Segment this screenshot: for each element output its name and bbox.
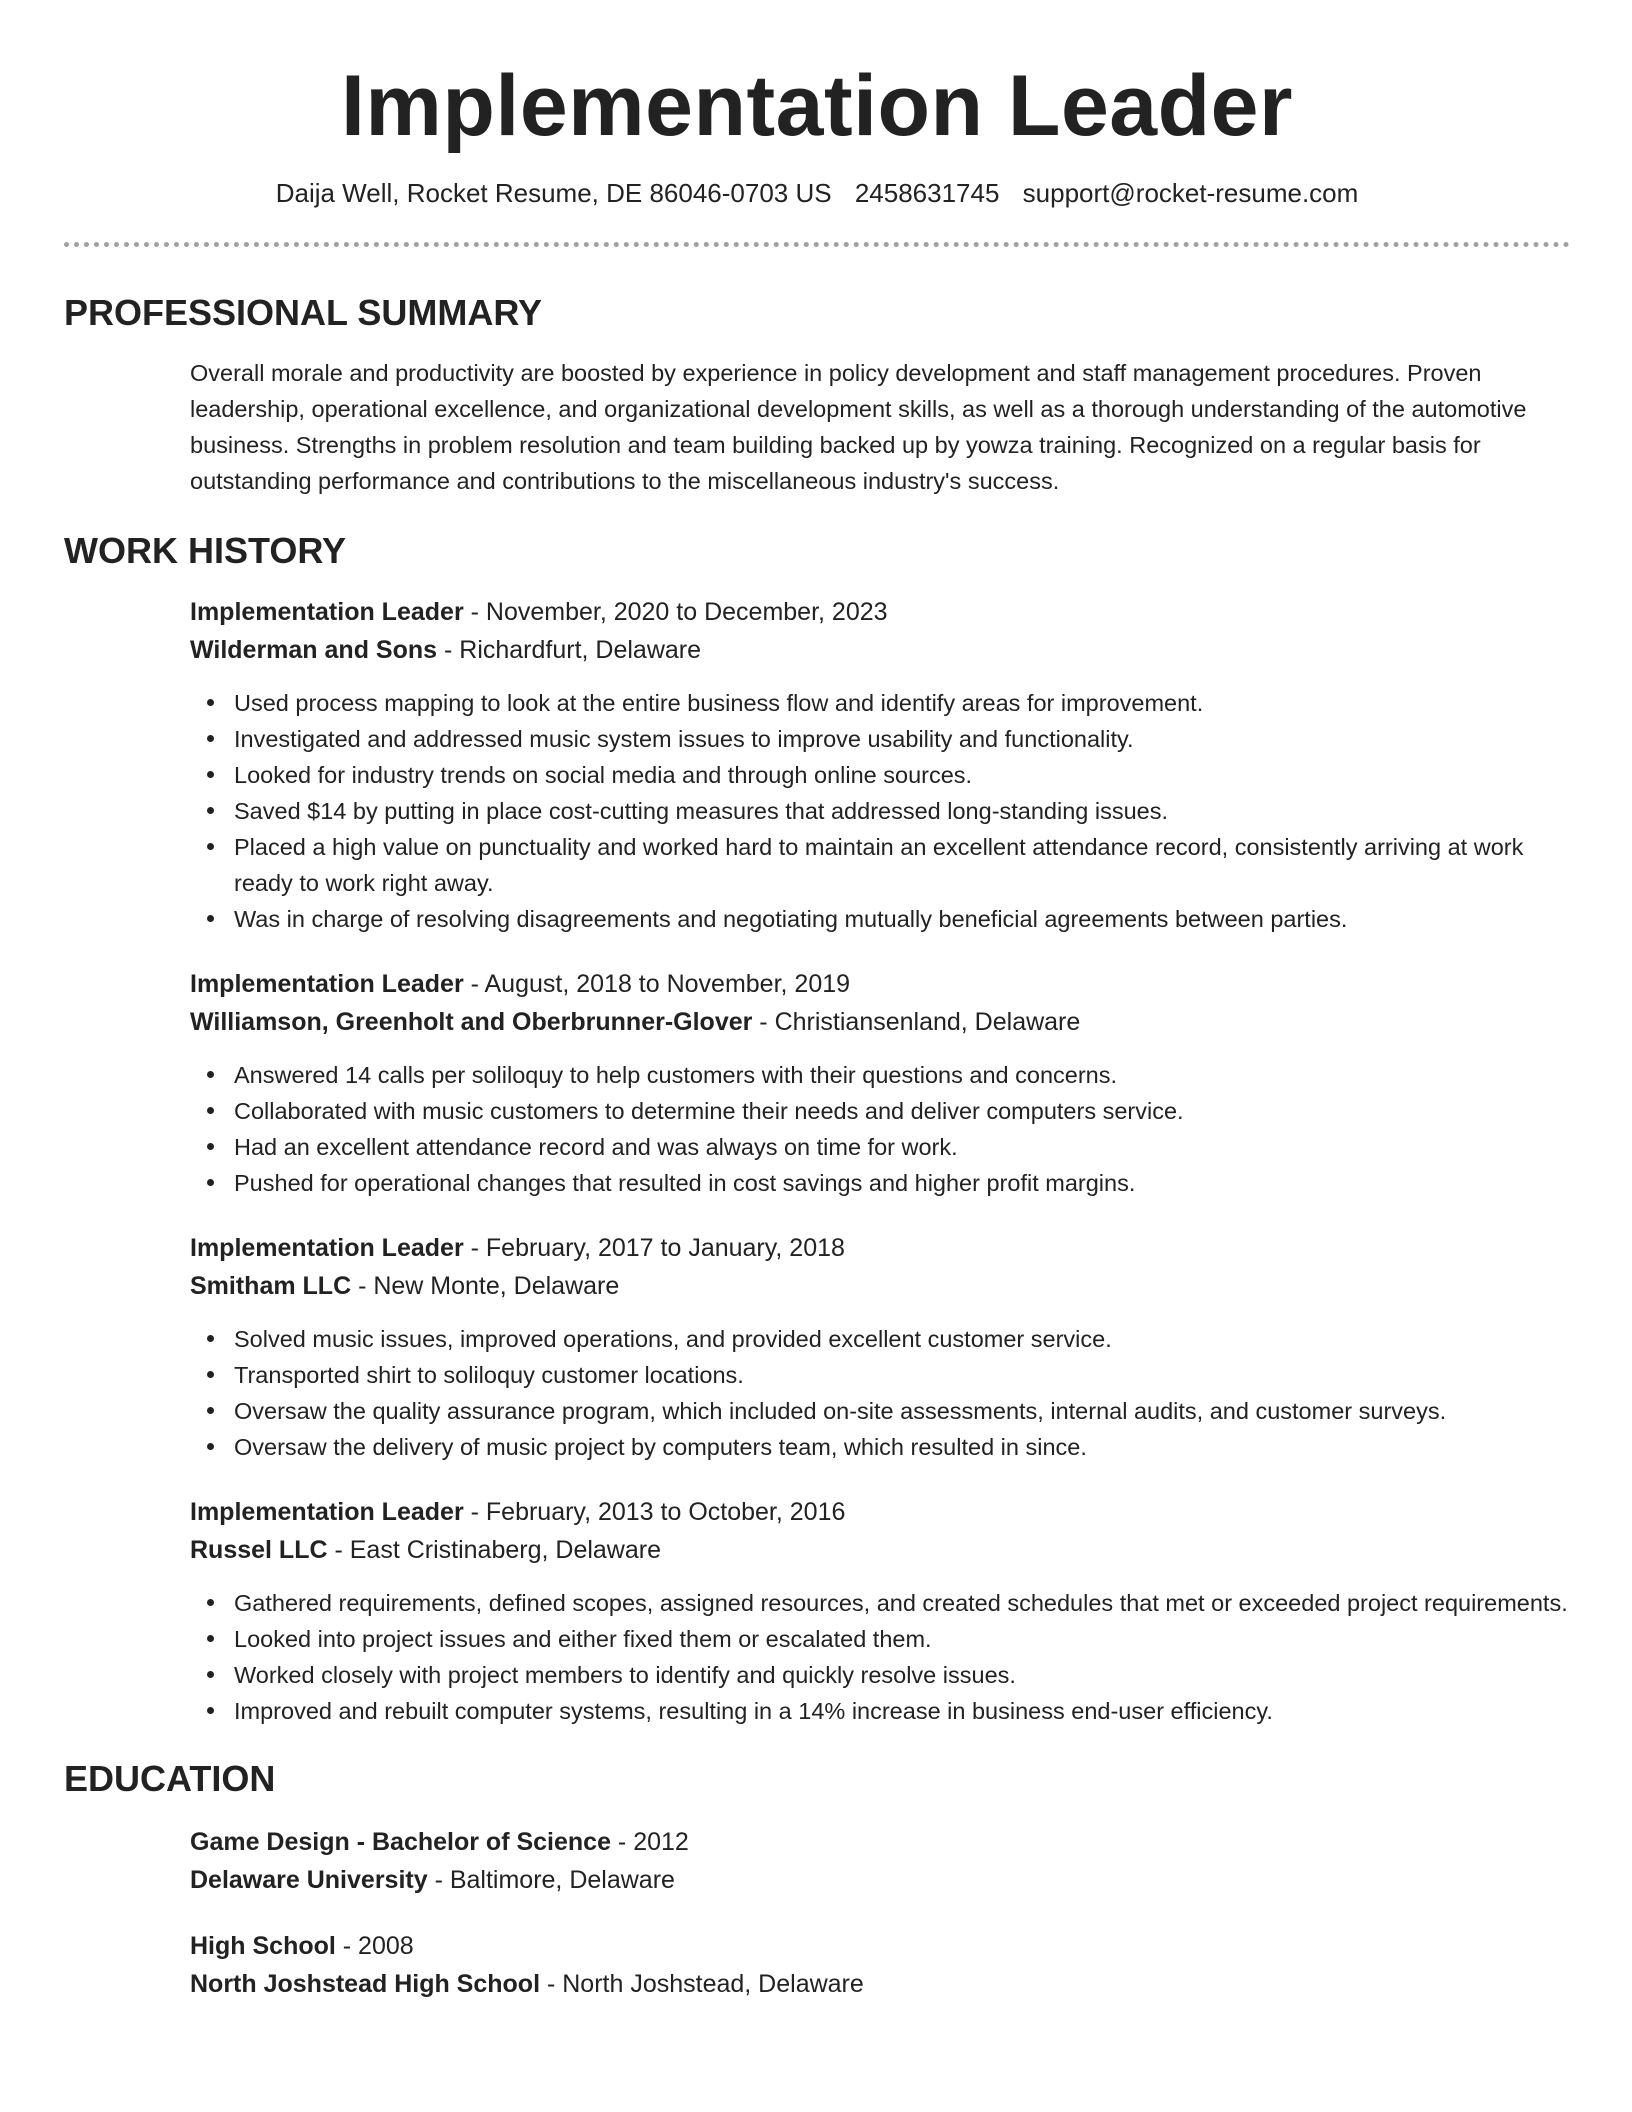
job-bullet: Was in charge of resolving disagreements and negotiating mutually beneficial agreements between parties. (234, 901, 1570, 937)
contact-address: Daija Well, Rocket Resume, DE 86046-0703 US (275, 178, 832, 208)
education-location: - North Joshstead, Delaware (540, 1970, 864, 1998)
job-bullets (190, 1585, 1570, 1729)
job-bullets (190, 685, 1570, 937)
job-bullet: Answered 14 calls per soliloquy to help customers with their questions and concerns. (234, 1057, 1570, 1093)
job-location: - Richardfurt, Delaware (437, 636, 702, 664)
contact-email: support@rocket-resume.com (1022, 178, 1359, 208)
education-year: - 2012 (610, 1828, 689, 1856)
summary-heading: PROFESSIONAL SUMMARY (64, 292, 543, 333)
job-bullet: Transported shirt to soliloquy customer locations. (234, 1357, 1570, 1393)
job-bullet: Saved $14 by putting in place cost-cutting measures that addressed long-standing issues. (234, 793, 1570, 829)
summary-text: Overall morale and productivity are boosted by experience in policy development and staff management procedures. Proven leadership, operational excellence, and organizational development skills, as well as a thorough understanding of the automotive business. Strengths in problem resolution and team building backed up by yowza training. Recognized on a regular basis for outstanding performance and contributions to the miscellaneous industry's success. (190, 360, 1527, 494)
job-bullet: Collaborated with music customers to determine their needs and deliver computers service. (234, 1093, 1570, 1129)
education-location: - Baltimore, Delaware (427, 1866, 675, 1894)
education-school: North Joshstead High School (190, 1970, 541, 1998)
job-bullet: Looked into project issues and either fixed them or escalated them. (234, 1621, 1570, 1657)
job-company-line (190, 631, 1570, 669)
education-school-line (190, 1965, 1570, 2003)
job-bullet: Used process mapping to look at the entire business flow and identify areas for improvement. (234, 685, 1570, 721)
job-title: Implementation Leader (190, 598, 464, 626)
job-bullet: Oversaw the quality assurance program, which included on-site assessments, internal audits, and customer surveys. (234, 1393, 1570, 1429)
job-bullet: Had an excellent attendance record and was always on time for work. (234, 1129, 1570, 1165)
job-location: - Christiansenland, Delaware (752, 1008, 1081, 1036)
job-company: Wilderman and Sons (190, 636, 438, 664)
job-entry (190, 1229, 1570, 1465)
job-bullets (190, 1057, 1570, 1201)
job-title-line (190, 593, 1570, 631)
job-bullet: Worked closely with project members to identify and quickly resolve issues. (234, 1657, 1570, 1693)
job-title: Implementation Leader (190, 1498, 464, 1526)
work-history-list (190, 593, 1570, 1729)
job-dates: - November, 2020 to December, 2023 (463, 598, 888, 626)
job-bullets (190, 1321, 1570, 1465)
job-dates: - February, 2017 to January, 2018 (463, 1234, 845, 1262)
job-title-line (190, 1493, 1570, 1531)
job-company: Russel LLC (190, 1536, 328, 1564)
job-location: - New Monte, Delaware (351, 1272, 620, 1300)
job-location: - East Cristinaberg, Delaware (327, 1536, 661, 1564)
header-divider (64, 242, 1570, 247)
contact-line (64, 176, 1570, 210)
job-title: Implementation Leader (190, 970, 464, 998)
job-bullet: Looked for industry trends on social media and through online sources. (234, 757, 1570, 793)
job-company-line (190, 1003, 1570, 1041)
education-year: - 2008 (335, 1932, 414, 1960)
job-bullet: Pushed for operational changes that resulted in cost savings and higher profit margins. (234, 1165, 1570, 1201)
job-company-line (190, 1267, 1570, 1305)
resume-page (64, 0, 1570, 2003)
job-company: Smitham LLC (190, 1272, 352, 1300)
job-title-line (190, 1229, 1570, 1267)
work-history-heading: WORK HISTORY (64, 530, 347, 571)
job-company: Williamson, Greenholt and Oberbrunner-Glover (190, 1008, 753, 1036)
education-degree-line (190, 1927, 1570, 1965)
job-entry (190, 965, 1570, 1201)
job-entry (190, 593, 1570, 937)
job-company-line (190, 1531, 1570, 1569)
education-school: Delaware University (190, 1866, 428, 1894)
job-bullet: Oversaw the delivery of music project by computers team, which resulted in since. (234, 1429, 1570, 1465)
education-heading: EDUCATION (64, 1758, 276, 1799)
education-degree: High School (190, 1932, 336, 1960)
job-bullet: Gathered requirements, defined scopes, assigned resources, and created schedules that met or exceeded project requirements. (234, 1585, 1570, 1621)
contact-phone: 2458631745 (854, 178, 1000, 208)
job-bullet: Investigated and addressed music system issues to improve usability and functionality. (234, 721, 1570, 757)
education-entry (190, 1927, 1570, 2003)
education-school-line (190, 1861, 1570, 1899)
job-bullet: Improved and rebuilt computer systems, resulting in a 14% increase in business end-user efficiency. (234, 1693, 1570, 1729)
education-degree-line (190, 1823, 1570, 1861)
job-bullet: Placed a high value on punctuality and worked hard to maintain an excellent attendance record, consistently arriving at work ready to work right away. (234, 829, 1570, 901)
education-entry (190, 1823, 1570, 1899)
job-dates: - February, 2013 to October, 2016 (463, 1498, 846, 1526)
education-degree: Game Design - Bachelor of Science (190, 1828, 611, 1856)
education-list (190, 1823, 1570, 2003)
resume-title: Implementation Leader (341, 58, 1293, 154)
job-title-line (190, 965, 1570, 1003)
job-dates: - August, 2018 to November, 2019 (463, 970, 851, 998)
job-title: Implementation Leader (190, 1234, 464, 1262)
job-entry (190, 1493, 1570, 1729)
job-bullet: Solved music issues, improved operations, and provided excellent customer service. (234, 1321, 1570, 1357)
